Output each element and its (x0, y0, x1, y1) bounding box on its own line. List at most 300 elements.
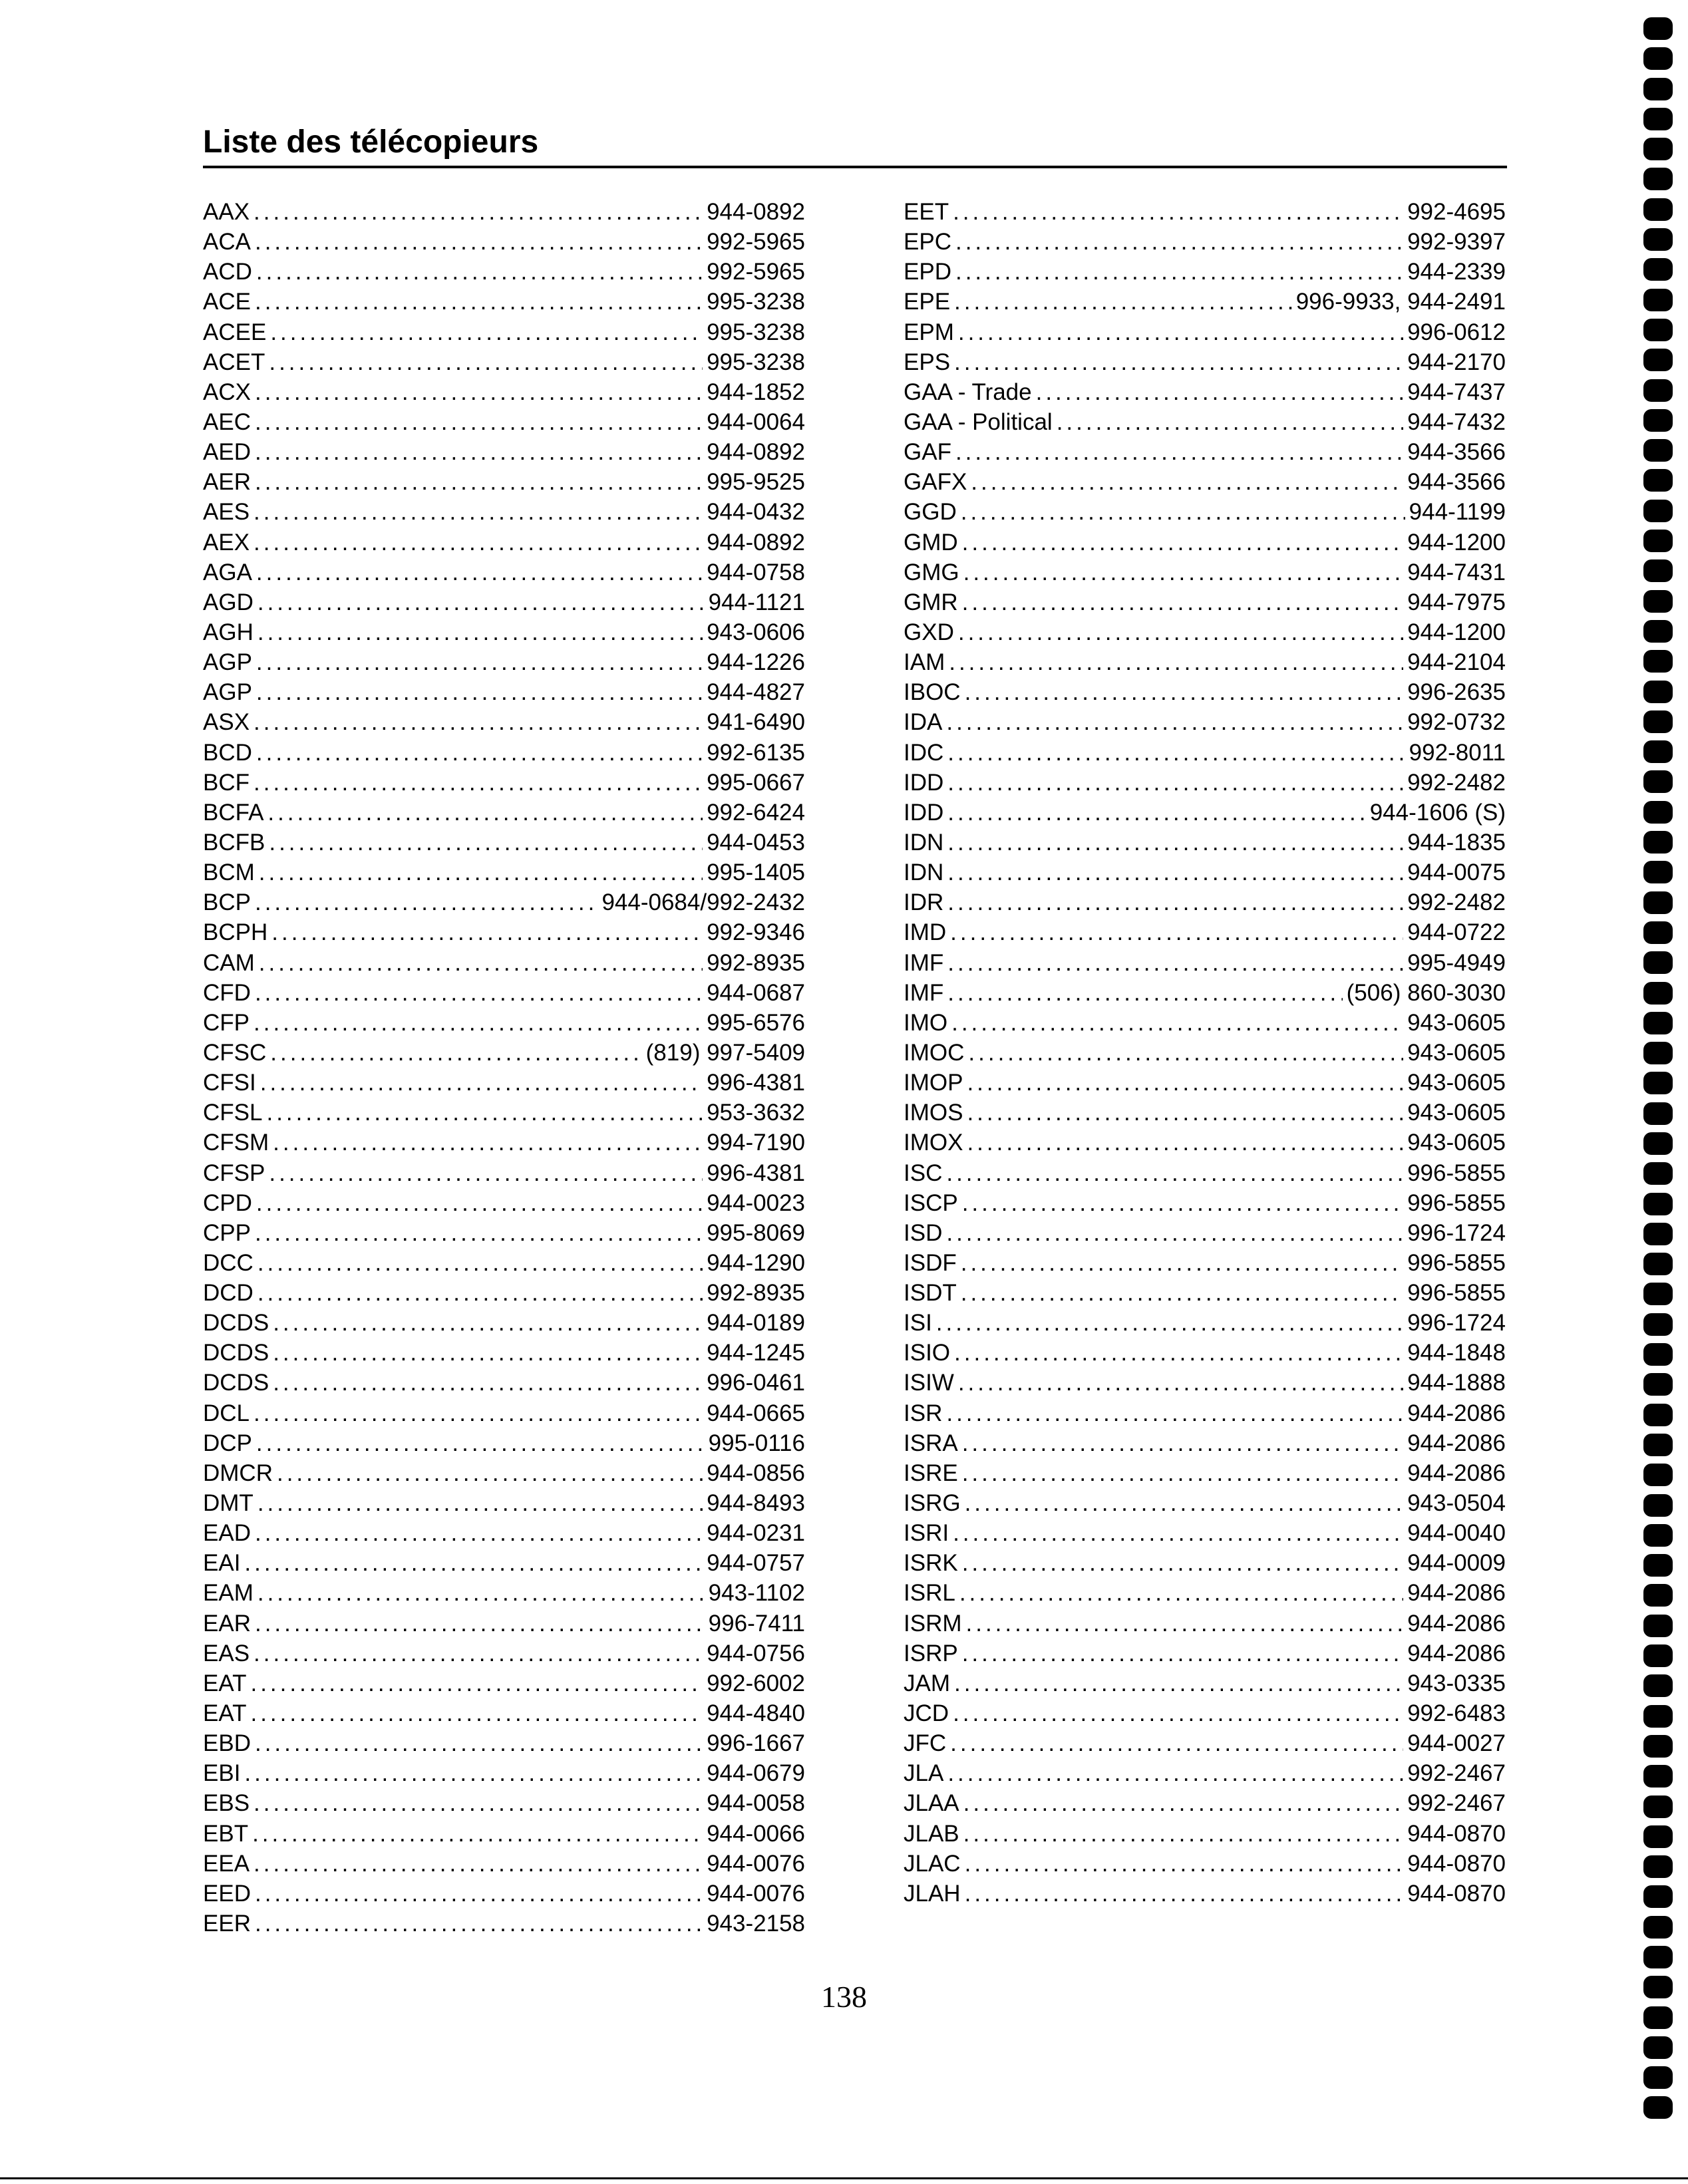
department-code: ISDF (904, 1249, 957, 1276)
department-code: AGD (203, 589, 253, 615)
department-code: AGP (203, 649, 252, 676)
binding-hole (1643, 379, 1673, 402)
dot-leader (963, 1821, 1403, 1847)
fax-list-row (203, 1490, 805, 1520)
fax-list-row (203, 1160, 805, 1190)
binding-hole (1643, 1825, 1673, 1848)
fax-number: 995-3238 (707, 289, 805, 315)
binding-hole (1643, 469, 1673, 492)
dot-leader (255, 1220, 703, 1247)
department-code: AEC (203, 408, 251, 435)
department-code: GAFX (904, 469, 967, 496)
dot-leader (1036, 379, 1403, 406)
fax-number: 992-0732 (1407, 709, 1506, 736)
binding-hole (1643, 740, 1673, 763)
fax-number: 944-0075 (1407, 859, 1506, 886)
binding-hole (1643, 1644, 1673, 1667)
dot-leader (1057, 409, 1403, 436)
fax-number: 992-9346 (707, 919, 805, 946)
fax-number: 944-0757 (707, 1550, 805, 1577)
department-code: IMF (904, 979, 944, 1006)
department-code: JAM (904, 1670, 950, 1696)
fax-number: 943-0605 (1407, 1039, 1506, 1066)
fax-list-row (904, 1670, 1506, 1700)
dot-leader (955, 229, 1403, 255)
fax-number: 944-0432 (707, 499, 805, 526)
fax-number: 996-4381 (707, 1160, 805, 1186)
fax-list-row (904, 319, 1506, 349)
binding-hole (1643, 861, 1673, 883)
fax-number: 992-2467 (1407, 1790, 1506, 1817)
department-code: IDD (904, 799, 944, 826)
department-code: DCC (203, 1249, 253, 1276)
fax-number: 996-1724 (1407, 1219, 1506, 1246)
department-code: IDN (904, 859, 944, 886)
page-title: Liste des télécopieurs (203, 124, 539, 160)
fax-list-row (904, 469, 1506, 499)
dot-leader (266, 1100, 703, 1126)
dot-leader (947, 859, 1403, 886)
fax-number: 944-0756 (707, 1640, 805, 1666)
binding-hole (1643, 1976, 1673, 1998)
fax-list-row (904, 859, 1506, 889)
department-code: EBD (203, 1730, 251, 1757)
fax-number: 995-8069 (707, 1219, 805, 1246)
fax-list-row (904, 1490, 1506, 1520)
department-code: DCD (203, 1280, 253, 1307)
fax-number: 992-8011 (1409, 739, 1506, 766)
dot-leader (273, 1310, 703, 1336)
fax-number: 944-1835 (1407, 829, 1506, 856)
binding-hole (1643, 2066, 1673, 2089)
fax-list-row (904, 1520, 1506, 1550)
fax-list-row (203, 469, 805, 499)
dot-leader (968, 1040, 1403, 1066)
fax-number: 995-6576 (707, 1009, 805, 1036)
fax-number: 943-0504 (1407, 1490, 1506, 1517)
fax-list-row (203, 950, 805, 980)
dot-leader (962, 1640, 1403, 1667)
binding-hole (1643, 1313, 1673, 1336)
department-code: AAX (203, 199, 250, 225)
binding-hole (1643, 559, 1673, 582)
binding-hole (1643, 2036, 1673, 2059)
department-code: DCDS (203, 1310, 269, 1336)
binding-hole (1643, 1072, 1673, 1094)
fax-list-row (203, 1911, 805, 1941)
fax-list-row (203, 589, 805, 619)
fax-list-row (904, 800, 1506, 830)
department-code: EPE (904, 289, 951, 315)
fax-number: 943-2158 (707, 1911, 805, 1937)
department-code: IMOP (904, 1070, 963, 1096)
fax-list-row (904, 530, 1506, 559)
binding-hole (1643, 530, 1673, 552)
fax-list-row (203, 800, 805, 830)
binding-hole (1643, 1765, 1673, 1788)
department-code: GMD (904, 529, 958, 555)
binding-hole (1643, 1132, 1673, 1155)
fax-number: 992-6002 (707, 1670, 805, 1696)
fax-number: 992-8935 (707, 1280, 805, 1307)
fax-list-row (904, 1220, 1506, 1250)
department-code: JLAH (904, 1880, 961, 1907)
fax-list-row (203, 409, 805, 439)
dot-leader (255, 379, 703, 406)
fax-list-row (203, 619, 805, 649)
department-code: IMOC (904, 1039, 965, 1066)
department-code: ISRM (904, 1610, 962, 1637)
dot-leader (255, 1881, 703, 1907)
fax-list-row (203, 770, 805, 800)
fax-list-row (904, 1010, 1506, 1040)
fax-number: 944-0189 (707, 1310, 805, 1336)
binding-hole (1643, 1042, 1673, 1064)
fax-list-row (203, 1400, 805, 1430)
dot-leader (244, 1760, 703, 1787)
dot-leader (958, 619, 1403, 646)
binding-hole (1643, 138, 1673, 160)
binding-hole (1643, 409, 1673, 432)
binding-hole (1643, 17, 1673, 40)
dot-leader (966, 1611, 1404, 1637)
dot-leader (962, 1550, 1403, 1577)
fax-list-row (203, 1520, 805, 1550)
dot-leader (273, 1340, 703, 1366)
binding-hole (1643, 1916, 1673, 1939)
department-code: CFSC (203, 1039, 267, 1066)
fax-number: 995-3238 (707, 319, 805, 345)
fax-list-row (904, 199, 1506, 229)
binding-hole (1643, 1795, 1673, 1818)
binding-hole (1643, 831, 1673, 854)
fax-number: 992-6135 (707, 739, 805, 766)
fax-list-row (904, 709, 1506, 739)
fax-list-row (203, 439, 805, 469)
fax-list-row (203, 830, 805, 859)
dot-leader (965, 1851, 1403, 1877)
binding-hole (1643, 801, 1673, 824)
fax-list-row (203, 709, 805, 739)
fax-list-row (203, 679, 805, 709)
dot-leader (971, 469, 1403, 496)
department-code: ISRI (904, 1520, 949, 1547)
fax-list-row (203, 530, 805, 559)
department-code: GMG (904, 559, 959, 585)
fax-number: 992-6424 (707, 799, 805, 826)
department-code: AER (203, 469, 251, 496)
fax-list-row (904, 1550, 1506, 1580)
department-code: ISD (904, 1219, 943, 1246)
binding-hole (1643, 1343, 1673, 1366)
fax-number: 944-2086 (1407, 1610, 1506, 1637)
fax-list-row (904, 1881, 1506, 1911)
department-code: ISCP (904, 1189, 958, 1216)
fax-list-row (203, 919, 805, 949)
fax-number: 992-9397 (1407, 229, 1506, 255)
department-code: EBI (203, 1760, 241, 1787)
department-code: AGP (203, 679, 252, 706)
fax-list-row (904, 950, 1506, 980)
fax-list-row (203, 319, 805, 349)
binding-hole (1643, 1434, 1673, 1456)
dot-leader (963, 559, 1403, 586)
fax-number: 944-3566 (1407, 439, 1506, 466)
fax-list-row (203, 1070, 805, 1100)
fax-list-right-column (904, 199, 1506, 1911)
fax-list-row (203, 499, 805, 529)
fax-list-row (203, 1670, 805, 1700)
fax-number: 992-5965 (707, 259, 805, 285)
dot-leader (269, 349, 703, 376)
fax-list-row (904, 1851, 1506, 1881)
fax-number: 995-1405 (707, 859, 805, 886)
fax-number: 992-8935 (707, 949, 805, 976)
fax-list-row (904, 379, 1506, 409)
department-code: IMOS (904, 1100, 963, 1126)
fax-number: 996-7411 (708, 1610, 805, 1637)
fax-number: 944-1199 (1409, 499, 1506, 526)
department-code: EAD (203, 1520, 251, 1547)
binding-hole (1643, 891, 1673, 914)
fax-number: 944-2086 (1407, 1460, 1506, 1486)
dot-leader (257, 1280, 703, 1307)
dot-leader (250, 1670, 703, 1697)
fax-list-row (203, 1611, 805, 1640)
fax-list-row (203, 1430, 805, 1460)
dot-leader (250, 1700, 703, 1727)
dot-leader (947, 889, 1403, 916)
fax-list-row (904, 1790, 1506, 1820)
dot-leader (255, 469, 703, 496)
fax-list-row (904, 1340, 1506, 1370)
fax-number: 992-5965 (707, 229, 805, 255)
fax-list-row (203, 889, 805, 919)
binding-hole (1643, 1494, 1673, 1517)
department-code: IMOX (904, 1130, 963, 1156)
title-underline (203, 166, 1507, 168)
fax-number: 995-3238 (707, 349, 805, 375)
department-code: IAM (904, 649, 945, 676)
fax-list-row (203, 1190, 805, 1220)
fax-list-row (904, 409, 1506, 439)
binding-hole (1643, 1674, 1673, 1697)
dot-leader (953, 199, 1403, 226)
binding-hole (1643, 198, 1673, 221)
dot-leader (253, 499, 703, 526)
department-code: BCPH (203, 919, 268, 946)
dot-leader (253, 199, 703, 226)
fax-list-row (203, 1821, 805, 1851)
dot-leader (273, 1370, 703, 1396)
department-code: IDN (904, 829, 944, 856)
fax-number: 943-0605 (1407, 1070, 1506, 1096)
dot-leader (256, 1190, 703, 1217)
fax-list-row (203, 1250, 805, 1280)
dot-leader (967, 1100, 1403, 1126)
department-code: DCDS (203, 1340, 269, 1366)
binding-hole (1643, 982, 1673, 1005)
fax-number: 944-3566 (1407, 469, 1506, 496)
department-code: IDA (904, 709, 943, 736)
fax-list-row (203, 1700, 805, 1730)
fax-list-row (904, 1430, 1506, 1460)
department-code: EAT (203, 1700, 247, 1727)
department-code: EAS (203, 1640, 250, 1666)
binding-hole (1643, 78, 1673, 100)
fax-list-row (203, 289, 805, 319)
department-code: JCD (904, 1700, 949, 1727)
fax-list-row (203, 1460, 805, 1490)
dot-leader (253, 1851, 703, 1877)
department-code: IDD (904, 769, 944, 796)
fax-number: 944-0892 (707, 199, 805, 225)
fax-number: 944-0453 (707, 829, 805, 856)
fax-number: 992-2467 (1407, 1760, 1506, 1787)
fax-list-row (904, 1100, 1506, 1130)
department-code: DCDS (203, 1370, 269, 1396)
fax-list-row (904, 1370, 1506, 1400)
dot-leader (962, 1460, 1403, 1487)
binding-hole (1643, 1223, 1673, 1245)
dot-leader (253, 709, 703, 736)
fax-number: 944-0058 (707, 1790, 805, 1817)
dot-leader (271, 919, 703, 946)
department-code: CPP (203, 1219, 251, 1246)
department-code: AEX (203, 529, 250, 555)
fax-list-row (904, 980, 1506, 1010)
fax-list-row (203, 1550, 805, 1580)
dot-leader (955, 439, 1403, 466)
dot-leader (962, 530, 1403, 556)
fax-number: 944-1245 (707, 1340, 805, 1366)
fax-number: 996-5855 (1407, 1249, 1506, 1276)
department-code: JLAC (904, 1850, 961, 1877)
binding-hole (1643, 650, 1673, 673)
dot-leader (256, 259, 703, 285)
fax-number: 994-7190 (707, 1130, 805, 1156)
fax-number: 992-6483 (1407, 1700, 1506, 1727)
fax-number: 996-5855 (1407, 1160, 1506, 1186)
binding-hole (1643, 681, 1673, 703)
department-code: IMO (904, 1009, 948, 1036)
department-code: ACD (203, 259, 252, 285)
dot-leader (253, 1640, 703, 1667)
dot-leader (259, 950, 703, 977)
fax-number: 944-1290 (707, 1249, 805, 1276)
fax-number: 995-9525 (707, 469, 805, 496)
dot-leader (256, 1430, 705, 1457)
fax-number: 944-0009 (1407, 1550, 1506, 1577)
dot-leader (950, 919, 1403, 946)
department-code: JLA (904, 1760, 944, 1787)
fax-list-row (203, 1010, 805, 1040)
department-code: EPM (904, 319, 954, 345)
fax-number: 944-0665 (707, 1400, 805, 1426)
binding-hole (1643, 1554, 1673, 1577)
fax-list-row (904, 1580, 1506, 1610)
fax-number: 996-1724 (1407, 1310, 1506, 1336)
department-code: AES (203, 499, 250, 526)
fax-number: 995-0667 (707, 769, 805, 796)
dot-leader (257, 619, 703, 646)
department-code: EAI (203, 1550, 241, 1577)
department-code: EPS (904, 349, 951, 375)
fax-list-row (203, 859, 805, 889)
fax-number: 953-3632 (707, 1100, 805, 1126)
dot-leader (256, 679, 703, 706)
fax-number: (819) 997-5409 (645, 1039, 805, 1066)
fax-list-row (904, 1190, 1506, 1220)
department-code: IDR (904, 889, 944, 916)
binding-hole (1643, 1584, 1673, 1607)
dot-leader (259, 859, 703, 886)
dot-leader (947, 770, 1403, 796)
fax-list-left-column (203, 199, 805, 1941)
department-code: CFD (203, 979, 251, 1006)
dot-leader (958, 1370, 1403, 1396)
fax-list-row (203, 1760, 805, 1790)
department-code: ISRP (904, 1640, 958, 1666)
department-code: ISIO (904, 1340, 951, 1366)
department-code: EAR (203, 1610, 251, 1637)
department-code: CFSP (203, 1160, 265, 1186)
binding-hole (1643, 1946, 1673, 1968)
dot-leader (954, 1670, 1403, 1697)
dot-leader (255, 1730, 703, 1757)
dot-leader (961, 499, 1405, 526)
fax-list-row (203, 980, 805, 1010)
department-code: ACA (203, 229, 251, 255)
fax-list-row (904, 740, 1506, 770)
fax-number: 944-7975 (1407, 589, 1506, 615)
department-code: ACEE (203, 319, 267, 345)
binding-hole (1643, 1162, 1673, 1185)
dot-leader (936, 1310, 1403, 1336)
binding-hole (1643, 1102, 1673, 1125)
fax-number: 944-0722 (1407, 919, 1506, 946)
department-code: CFSI (203, 1070, 256, 1096)
fax-number: 944-0064 (707, 408, 805, 435)
fax-number: 944-0870 (1407, 1850, 1506, 1877)
fax-list-row (904, 619, 1506, 649)
fax-list-row (904, 229, 1506, 259)
dot-leader (257, 1490, 703, 1517)
dot-leader (277, 1460, 703, 1487)
department-code: CPD (203, 1189, 252, 1216)
fax-number: 944-0892 (707, 439, 805, 466)
fax-list-row (203, 1040, 805, 1070)
department-code: EAT (203, 1670, 247, 1696)
fax-list-row (904, 1250, 1506, 1280)
binding-hole (1643, 710, 1673, 733)
fax-number: 943-0605 (1407, 1009, 1506, 1036)
dot-leader (961, 1250, 1403, 1277)
binding-hole (1643, 47, 1673, 70)
fax-list-row (203, 229, 805, 259)
binding-holes (1643, 17, 1677, 2127)
dot-leader (255, 439, 703, 466)
fax-list-row (203, 1580, 805, 1610)
binding-hole (1643, 1283, 1673, 1305)
department-code: IMD (904, 919, 947, 946)
fax-number: 996-0461 (707, 1370, 805, 1396)
department-code: BCM (203, 859, 255, 886)
fax-number: 944-2086 (1407, 1430, 1506, 1456)
fax-number: 995-4949 (1407, 949, 1506, 976)
fax-number: 944-4840 (707, 1700, 805, 1727)
fax-list-row (904, 1460, 1506, 1490)
